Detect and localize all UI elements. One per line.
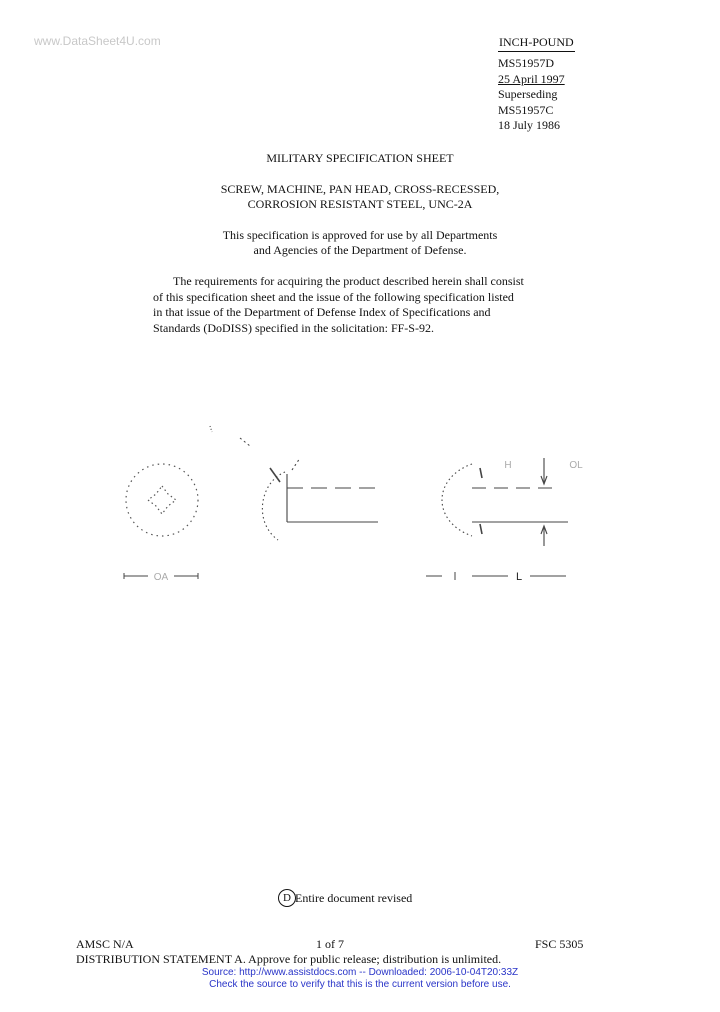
distribution-statement: DISTRIBUTION STATEMENT A. Approve for public release; distribution is unlimited. [76, 952, 502, 966]
revision-marker: D [278, 889, 296, 907]
document-header [498, 56, 598, 134]
cross-recess-icon [148, 486, 176, 514]
subject-line-2: CORROSION RESISTANT STEEL, UNC-2A [247, 197, 473, 211]
revision-text: Entire document revised [295, 891, 413, 905]
detail-head-profile [442, 464, 472, 536]
requirements-line: The requirements for acquiring the product described herein shall consist [173, 274, 524, 288]
page-title: MILITARY SPECIFICATION SHEET [266, 151, 454, 165]
approval-line-1: This specification is approved for use by all Departments [222, 228, 498, 242]
page-number: 1 of 7 [316, 937, 344, 951]
subject-line-1: SCREW, MACHINE, PAN HEAD, CROSS-RECESSED, [220, 182, 500, 196]
screw-detail-view [442, 458, 568, 546]
head-height-label: H [504, 460, 512, 471]
doc-date: 25 April 1997 [498, 71, 565, 86]
amsc-label: AMSC N/A [76, 937, 134, 951]
previous-doc-date: 18 July 1986 [498, 118, 561, 132]
thread-label: OL [569, 460, 583, 471]
requirements-line: in that issue of the Department of Defense Index of Specifications and [153, 305, 491, 320]
screw-top-view [126, 464, 198, 536]
head-diameter-label: OA [153, 572, 169, 583]
screw-diagram [110, 412, 590, 592]
watermark-text: www.DataSheet4U.com [34, 34, 161, 48]
head-profile [262, 472, 285, 540]
verify-note: Check the source to verify that this is the current version before use. [209, 979, 511, 990]
doc-number: MS51957D [498, 56, 555, 70]
inch-pound-label: INCH-POUND [498, 34, 575, 52]
length-label: L [515, 571, 523, 583]
approval-line-2: and Agencies of the Department of Defense. [253, 243, 467, 257]
superseding-label: Superseding [498, 87, 558, 101]
screw-side-view [210, 426, 378, 540]
previous-doc-number: MS51957C [498, 102, 554, 117]
source-note: Source: http://www.assistdocs.com -- Downloaded: 2006-10-04T20:33Z [201, 967, 519, 978]
requirements-line: Standards (DoDISS) specified in the solicitation: FF-S-92. [153, 321, 434, 336]
requirements-line: of this specification sheet and the issue of the following specification listed [153, 289, 514, 304]
requirements-paragraph [153, 274, 573, 337]
fsc-label: FSC 5305 [535, 937, 584, 951]
length-dimension [426, 572, 566, 580]
head-outline [126, 464, 198, 536]
